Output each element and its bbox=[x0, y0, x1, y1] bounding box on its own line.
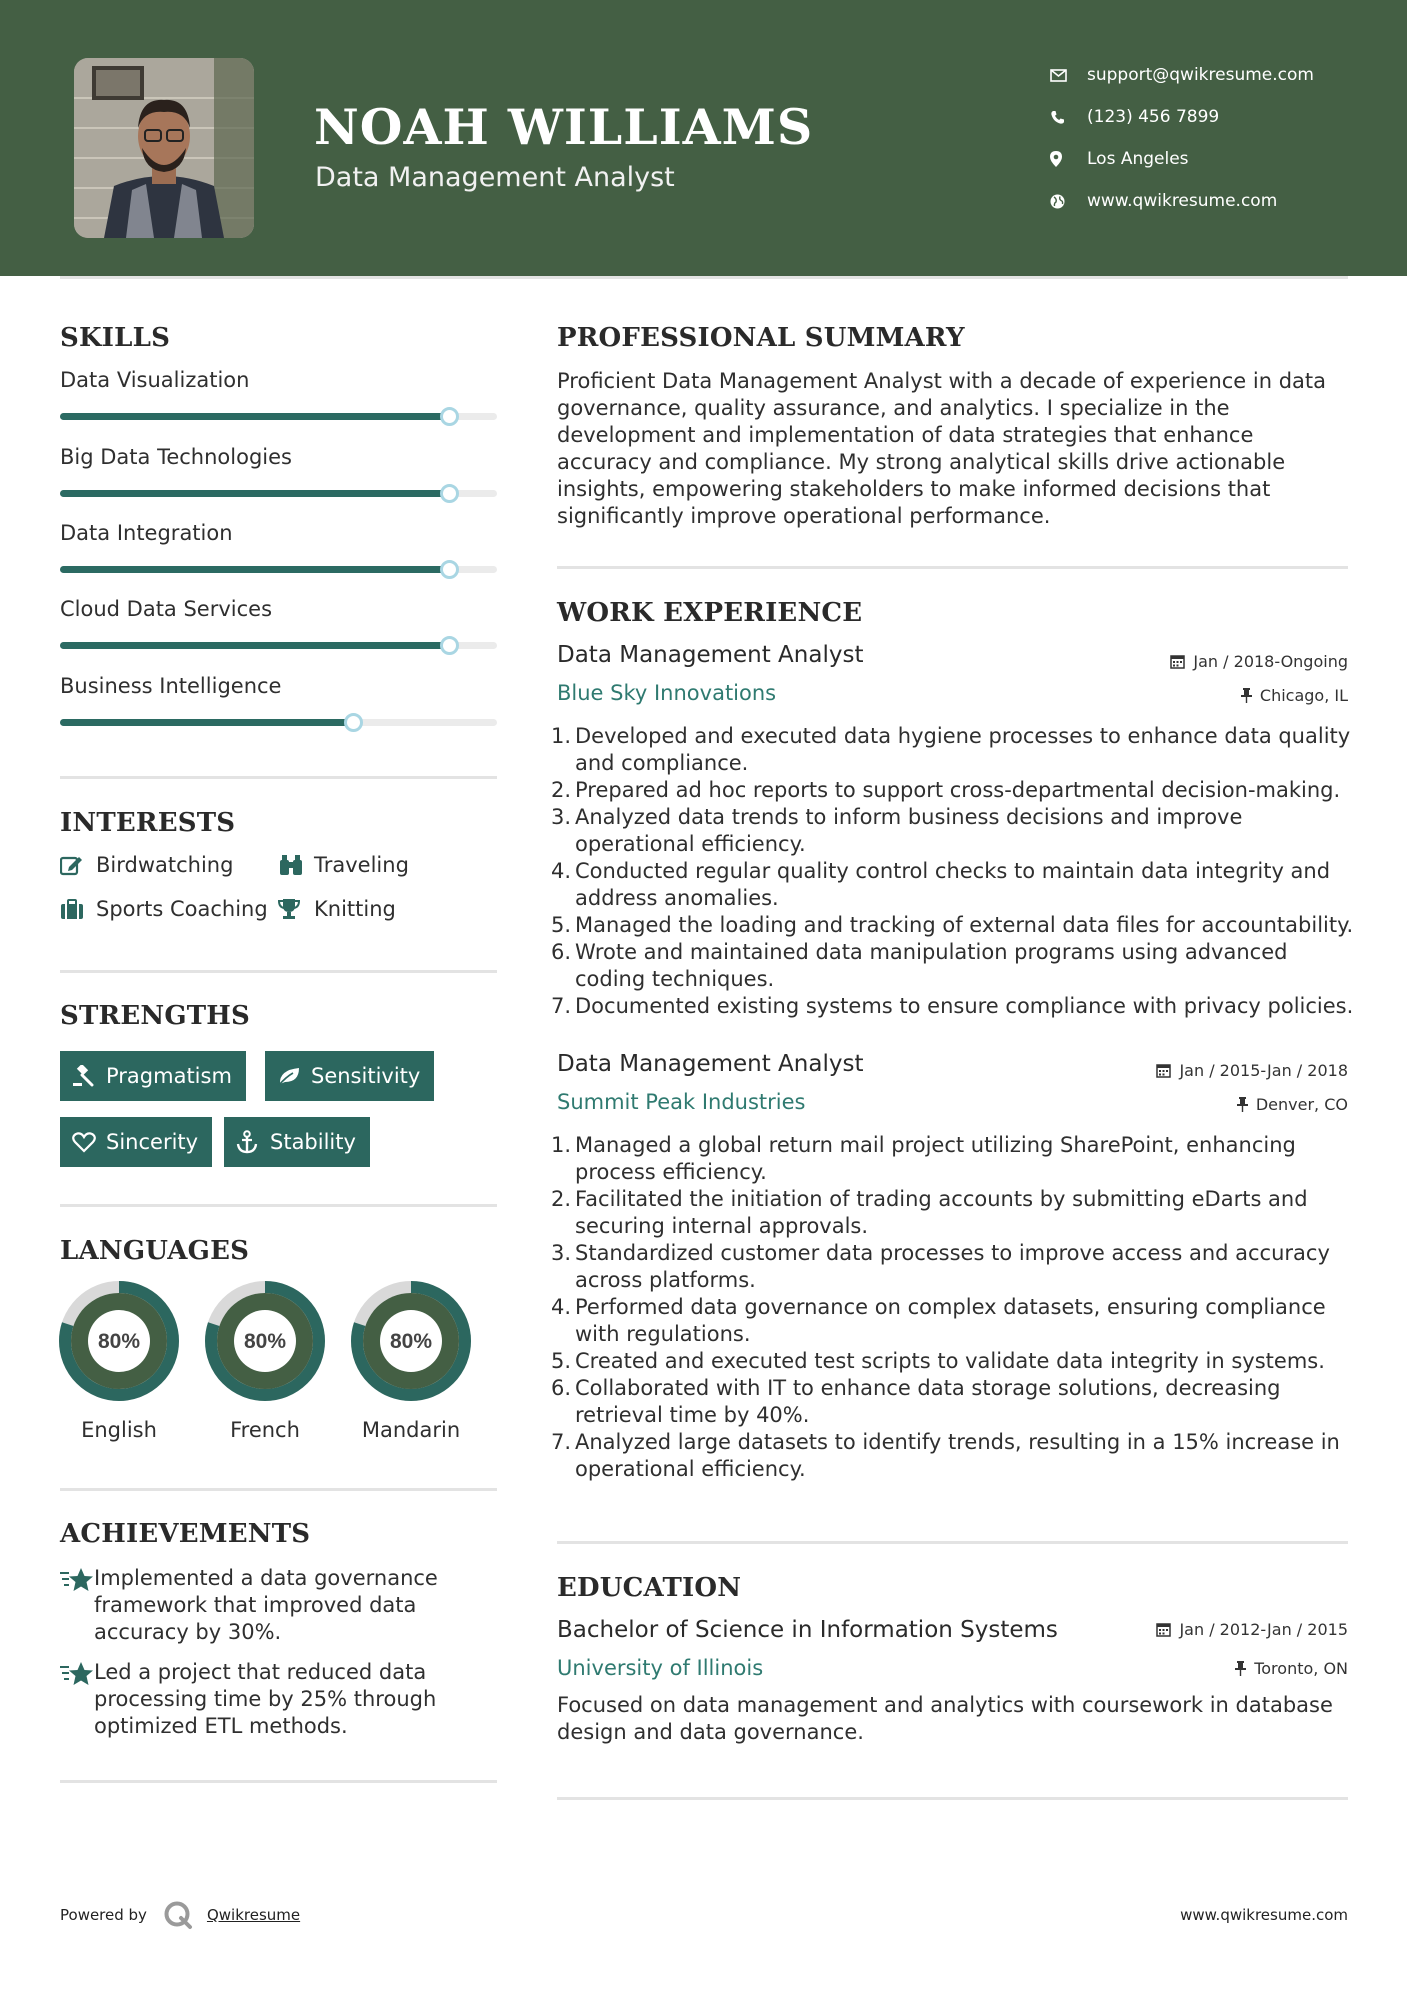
job-dates-text: Jan / 2018-Ongoing bbox=[1193, 652, 1348, 671]
languages-heading: LANGUAGES bbox=[60, 1236, 250, 1266]
skill-bar-knob bbox=[440, 560, 459, 579]
duty-item: Wrote and maintained data manipulation programs using advanced coding techniques. bbox=[575, 940, 1288, 991]
language-item bbox=[58, 1280, 180, 1442]
contact-phone-text: (123) 456 7899 bbox=[1087, 107, 1220, 127]
education-heading: EDUCATION bbox=[557, 1573, 742, 1603]
experience-heading: WORK EXPERIENCE bbox=[557, 598, 863, 628]
duty-item: Created and executed test scripts to validate data integrity in systems. bbox=[575, 1349, 1325, 1373]
language-label: French bbox=[230, 1418, 300, 1442]
duty-item: Collaborated with IT to enhance data storage solutions, decreasing retrieval time by 40%. bbox=[575, 1376, 1281, 1427]
skill-bar-fill bbox=[60, 413, 449, 420]
calendar-icon bbox=[1156, 1063, 1171, 1078]
anchor-icon bbox=[236, 1130, 270, 1154]
duty-list bbox=[557, 1132, 1357, 1483]
skill-label: Cloud Data Services bbox=[60, 597, 273, 621]
interest-label: Sports Coaching bbox=[96, 897, 268, 921]
strength-tag bbox=[224, 1117, 370, 1167]
footer-website[interactable]: www.qwikresume.com bbox=[1180, 1906, 1348, 1924]
summary-text: Proficient Data Management Analyst with a decade of experience in data governance, quality assurance, and analytics. I specialize in the development and implementation of data strategies that enhance accuracy and compliance. My strong analytical skills drive actionable insights, empowering stakeholders to make informed decisions that significantly improve operational performance. bbox=[557, 369, 1327, 528]
contact-website-text: www.qwikresume.com bbox=[1087, 191, 1278, 211]
header-divider bbox=[60, 276, 1348, 279]
calendar-icon bbox=[1156, 1622, 1171, 1637]
strengths-heading: STRENGTHS bbox=[60, 1001, 251, 1031]
qwikresume-link[interactable]: Qwikresume bbox=[206, 1906, 301, 1924]
language-label: English bbox=[81, 1418, 157, 1442]
language-label: Mandarin bbox=[361, 1418, 461, 1442]
interest-label: Knitting bbox=[314, 897, 396, 921]
language-percent: 80% bbox=[243, 1330, 287, 1353]
skill-bar-fill bbox=[60, 490, 449, 497]
school-name: University of Illinois bbox=[557, 1656, 764, 1680]
heart-icon bbox=[72, 1132, 106, 1153]
skill-bar-knob bbox=[440, 636, 459, 655]
skill-label: Business Intelligence bbox=[60, 674, 282, 698]
job-location-text: Chicago, IL bbox=[1259, 686, 1348, 705]
edit-icon bbox=[60, 854, 96, 876]
briefcase-icon bbox=[60, 899, 96, 920]
interest-label: Traveling bbox=[314, 853, 409, 877]
skill-label: Data Integration bbox=[60, 521, 233, 545]
education-location-text: Toronto, ON bbox=[1254, 1659, 1348, 1678]
gavel-icon bbox=[72, 1065, 106, 1087]
achievement-item bbox=[60, 1659, 500, 1740]
leaf-icon bbox=[277, 1066, 311, 1086]
calendar-icon bbox=[1170, 654, 1185, 669]
section-divider bbox=[60, 1780, 497, 1783]
skill-bar-fill bbox=[60, 642, 449, 649]
strength-label: Pragmatism bbox=[106, 1064, 232, 1088]
strength-label: Sensitivity bbox=[311, 1064, 421, 1088]
duty-item: Conducted regular quality control checks to maintain data integrity and address anomalies. bbox=[575, 859, 1331, 910]
interests-heading: INTERESTS bbox=[60, 808, 236, 838]
education-description: Focused on data management and analytics with coursework in database design and data governance. bbox=[557, 1693, 1333, 1744]
section-divider bbox=[557, 566, 1348, 569]
education-location bbox=[1235, 1659, 1348, 1678]
skill-bar-knob bbox=[440, 484, 459, 503]
candidate-title: Data Management Analyst bbox=[315, 162, 675, 193]
job-location bbox=[1237, 1095, 1348, 1114]
skills-heading: SKILLS bbox=[60, 323, 171, 353]
skill-bar-knob bbox=[344, 713, 363, 732]
footer-powered-by bbox=[60, 1900, 300, 1930]
globe-icon bbox=[1050, 194, 1087, 209]
skill-bar-knob bbox=[440, 407, 459, 426]
phone-icon bbox=[1050, 110, 1087, 125]
duty-item: Managed the loading and tracking of external data files for accountability. bbox=[575, 913, 1354, 937]
skill-bar bbox=[60, 642, 497, 649]
job-role: Data Management Analyst bbox=[557, 1051, 864, 1077]
job-dates-text: Jan / 2015-Jan / 2018 bbox=[1179, 1061, 1348, 1080]
skill-bar bbox=[60, 490, 497, 497]
language-ring bbox=[58, 1280, 180, 1402]
profile-photo bbox=[74, 58, 254, 238]
strength-tag bbox=[265, 1051, 434, 1101]
duty-list bbox=[557, 723, 1357, 1020]
duty-item: Managed a global return mail project utilizing SharePoint, enhancing process efficiency. bbox=[575, 1133, 1296, 1184]
duty-item: Standardized customer data processes to improve access and accuracy across platforms. bbox=[575, 1241, 1330, 1292]
pin-icon bbox=[1241, 688, 1252, 703]
skill-bar bbox=[60, 719, 497, 726]
binoculars-icon bbox=[278, 854, 314, 876]
contact-website[interactable] bbox=[1050, 180, 1314, 222]
envelope-icon bbox=[1050, 69, 1087, 82]
job-dates bbox=[1170, 652, 1348, 671]
duty-item: Developed and executed data hygiene processes to enhance data quality and compliance. bbox=[575, 724, 1351, 775]
interest-item bbox=[60, 897, 268, 921]
duty-item: Documented existing systems to ensure compliance with privacy policies. bbox=[575, 994, 1354, 1018]
contact-location-text: Los Angeles bbox=[1087, 149, 1189, 169]
skill-bar bbox=[60, 566, 497, 573]
degree-name: Bachelor of Science in Information Systems bbox=[557, 1617, 1058, 1643]
section-divider bbox=[60, 1204, 497, 1207]
section-divider bbox=[60, 1488, 497, 1491]
trophy-icon bbox=[278, 898, 314, 920]
skill-label: Data Visualization bbox=[60, 368, 250, 392]
language-item bbox=[350, 1280, 472, 1442]
contact-email[interactable] bbox=[1050, 54, 1314, 96]
interest-item bbox=[278, 897, 396, 921]
job-location bbox=[1241, 686, 1348, 705]
resume-header bbox=[0, 0, 1407, 276]
achievements-heading: ACHIEVEMENTS bbox=[60, 1519, 311, 1549]
skill-bar-fill bbox=[60, 719, 353, 726]
section-divider bbox=[60, 970, 497, 973]
achievement-text: Implemented a data governance framework that improved data accuracy by 30%. bbox=[94, 1566, 438, 1644]
duty-item: Prepared ad hoc reports to support cross-departmental decision-making. bbox=[575, 778, 1341, 802]
duty-item: Analyzed data trends to inform business decisions and improve operational efficiency. bbox=[575, 805, 1243, 856]
contact-email-text: support@qwikresume.com bbox=[1087, 65, 1314, 85]
language-ring bbox=[350, 1280, 472, 1402]
interest-item bbox=[278, 853, 409, 877]
pin-icon bbox=[1235, 1661, 1246, 1676]
summary-heading: PROFESSIONAL SUMMARY bbox=[557, 323, 965, 353]
job-location-text: Denver, CO bbox=[1255, 1095, 1348, 1114]
company-name: Blue Sky Innovations bbox=[557, 681, 777, 705]
education-dates bbox=[1156, 1620, 1348, 1639]
duty-item: Performed data governance on complex datasets, ensuring compliance with regulations. bbox=[575, 1295, 1326, 1346]
star-icon bbox=[60, 1565, 94, 1646]
candidate-name: NOAH WILLIAMS bbox=[314, 98, 814, 156]
star-icon bbox=[60, 1659, 94, 1740]
contact-location bbox=[1050, 138, 1314, 180]
map-marker-icon bbox=[1050, 151, 1087, 167]
duty-item: Facilitated the initiation of trading accounts by submitting eDarts and securing internal approvals. bbox=[575, 1187, 1308, 1238]
powered-by-text: Powered by bbox=[60, 1906, 147, 1924]
qwikresume-logo-icon bbox=[163, 1900, 193, 1930]
skill-label: Big Data Technologies bbox=[60, 445, 292, 469]
company-name: Summit Peak Industries bbox=[557, 1090, 806, 1114]
skill-bar bbox=[60, 413, 497, 420]
section-divider bbox=[557, 1541, 1348, 1544]
interest-label: Birdwatching bbox=[96, 853, 234, 877]
section-divider bbox=[557, 1797, 1348, 1800]
language-percent: 80% bbox=[97, 1330, 141, 1353]
language-ring bbox=[204, 1280, 326, 1402]
contact-phone[interactable] bbox=[1050, 96, 1314, 138]
strength-label: Stability bbox=[270, 1130, 356, 1154]
education-dates-text: Jan / 2012-Jan / 2015 bbox=[1179, 1620, 1348, 1639]
pin-icon bbox=[1237, 1097, 1248, 1112]
achievement-text: Led a project that reduced data processing time by 25% through optimized ETL methods. bbox=[94, 1660, 437, 1738]
language-item bbox=[204, 1280, 326, 1442]
duty-item: Analyzed large datasets to identify trends, resulting in a 15% increase in operational efficiency. bbox=[575, 1430, 1340, 1481]
strength-label: Sincerity bbox=[106, 1130, 199, 1154]
section-divider bbox=[60, 776, 497, 779]
job-dates bbox=[1156, 1061, 1348, 1080]
interest-item bbox=[60, 853, 233, 877]
language-percent: 80% bbox=[389, 1330, 433, 1353]
strength-tag bbox=[60, 1117, 212, 1167]
contact-list bbox=[1050, 54, 1314, 222]
strength-tag bbox=[60, 1051, 246, 1101]
achievement-item bbox=[60, 1565, 500, 1646]
job-role: Data Management Analyst bbox=[557, 642, 864, 668]
skill-bar-fill bbox=[60, 566, 449, 573]
